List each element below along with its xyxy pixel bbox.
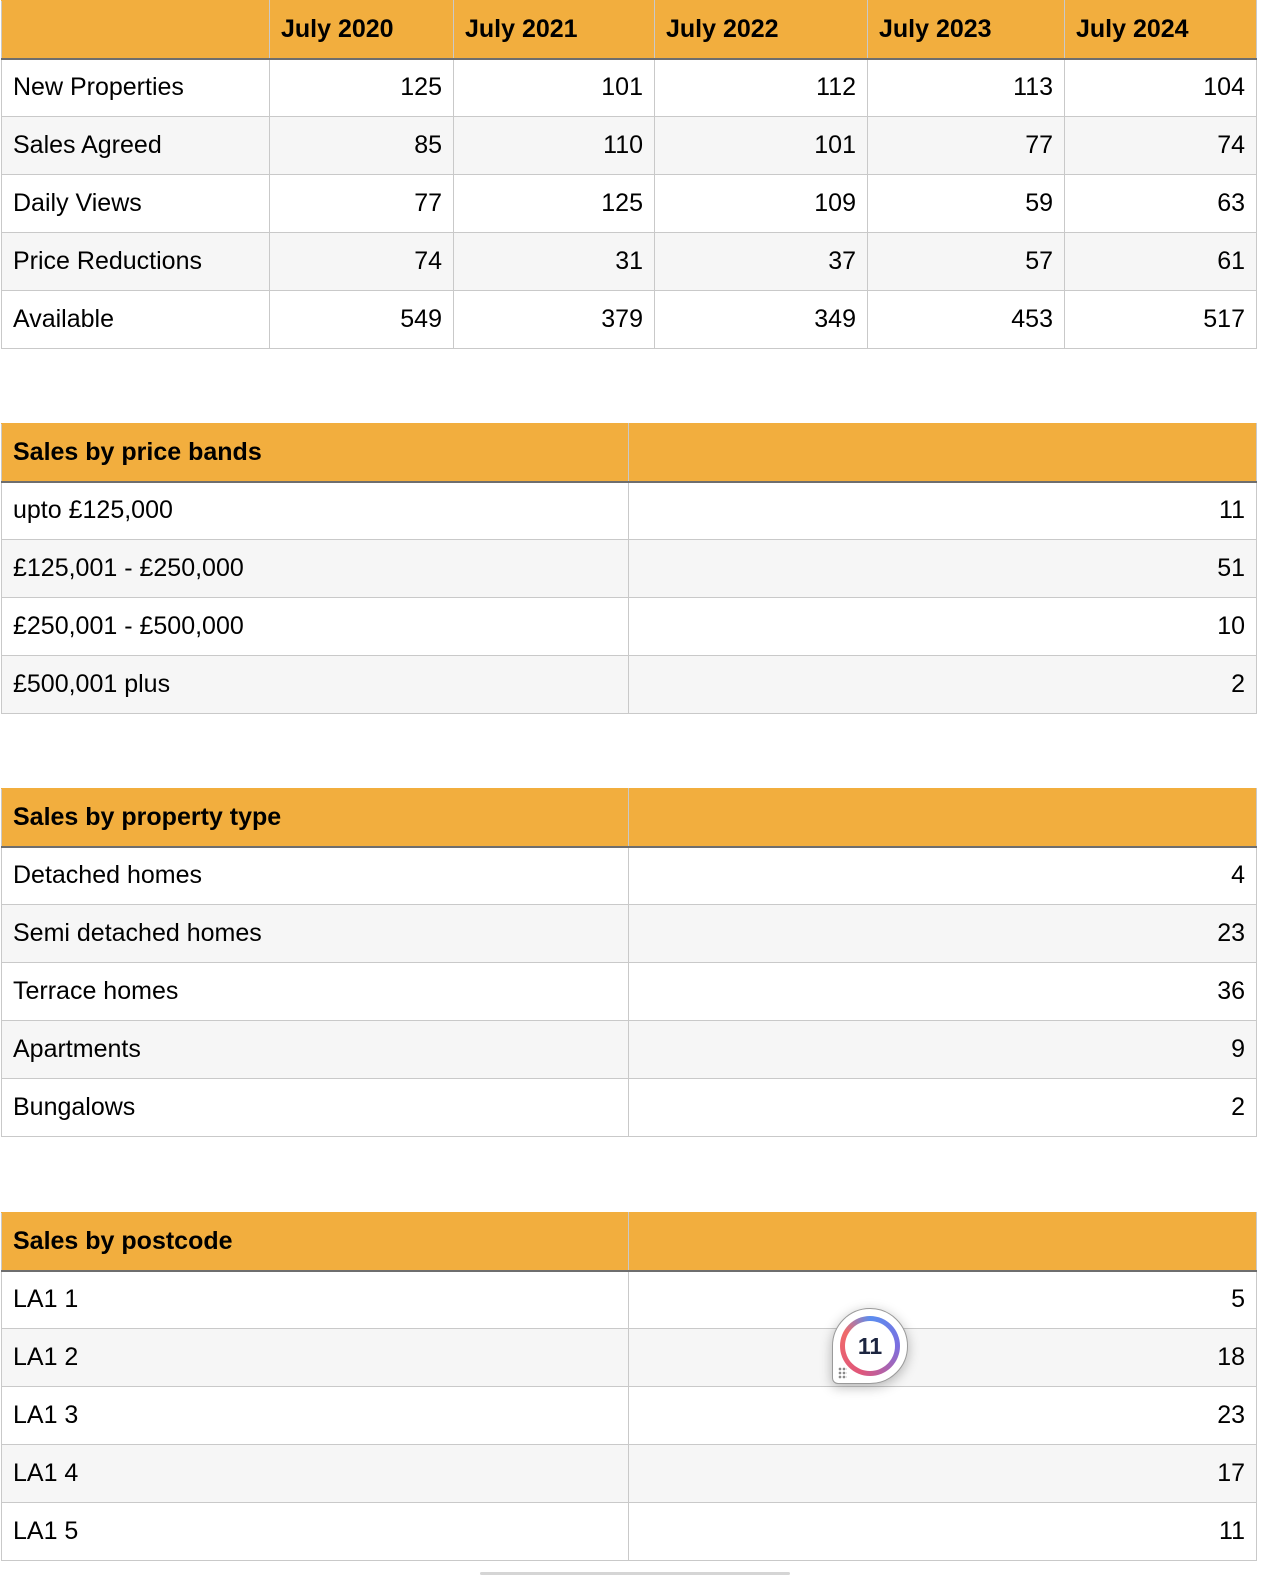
table-row [2, 117, 1257, 175]
table-row [2, 963, 1257, 1021]
header-cell-empty [629, 1213, 1257, 1271]
price-bands-table [1, 423, 1257, 714]
cell-value: 36 [629, 963, 1257, 1021]
table-row [2, 847, 1257, 905]
cell-value: 125 [270, 59, 454, 117]
table-title: Sales by postcode [2, 1213, 629, 1271]
row-label: LA1 4 [2, 1445, 629, 1503]
table-title: Sales by property type [2, 789, 629, 847]
header-cell-empty [629, 424, 1257, 482]
postcode-table [1, 1212, 1257, 1561]
cell-value: 11 [629, 482, 1257, 540]
table-header-row [2, 1213, 1257, 1271]
cell-value: 74 [270, 233, 454, 291]
cell-value: 59 [868, 175, 1065, 233]
table-row [2, 291, 1257, 349]
cell-value: 10 [629, 598, 1257, 656]
row-label: upto £125,000 [2, 482, 629, 540]
cell-value: 74 [1065, 117, 1257, 175]
row-label: Available [2, 291, 270, 349]
row-label: Detached homes [2, 847, 629, 905]
header-cell-july-2021: July 2021 [454, 1, 655, 59]
cell-value: 101 [655, 117, 868, 175]
row-label: LA1 3 [2, 1387, 629, 1445]
table-header-row [2, 424, 1257, 482]
table-row [2, 233, 1257, 291]
row-label: Bungalows [2, 1079, 629, 1137]
cell-value: 57 [868, 233, 1065, 291]
cell-value: 31 [454, 233, 655, 291]
table-header-row [2, 1, 1257, 59]
row-label: £125,001 - £250,000 [2, 540, 629, 598]
cell-value: 104 [1065, 59, 1257, 117]
row-label: £250,001 - £500,000 [2, 598, 629, 656]
table-header-row [2, 789, 1257, 847]
cell-value: 9 [629, 1021, 1257, 1079]
table-row [2, 905, 1257, 963]
cell-value: 61 [1065, 233, 1257, 291]
row-label: Sales Agreed [2, 117, 270, 175]
cell-value: 77 [868, 117, 1065, 175]
cell-value: 85 [270, 117, 454, 175]
table-row [2, 1445, 1257, 1503]
header-cell-july-2020: July 2020 [270, 1, 454, 59]
row-label: Apartments [2, 1021, 629, 1079]
cell-value: 109 [655, 175, 868, 233]
cell-value: 5 [629, 1271, 1257, 1329]
cell-value: 11 [629, 1503, 1257, 1561]
header-cell-empty [2, 1, 270, 59]
row-label: LA1 1 [2, 1271, 629, 1329]
table-title: Sales by price bands [2, 424, 629, 482]
table-row [2, 482, 1257, 540]
table-row [2, 1271, 1257, 1329]
table-row [2, 1079, 1257, 1137]
badge-count: 11 [845, 1321, 895, 1371]
cell-value: 349 [655, 291, 868, 349]
cell-value: 101 [454, 59, 655, 117]
header-cell-empty [629, 789, 1257, 847]
cell-value: 517 [1065, 291, 1257, 349]
floating-counter-badge[interactable] [832, 1308, 908, 1384]
cell-value: 17 [629, 1445, 1257, 1503]
table-row [2, 175, 1257, 233]
cell-value: 77 [270, 175, 454, 233]
header-cell-july-2023: July 2023 [868, 1, 1065, 59]
table-row [2, 1387, 1257, 1445]
cell-value: 18 [629, 1329, 1257, 1387]
cell-value: 2 [629, 1079, 1257, 1137]
cell-value: 113 [868, 59, 1065, 117]
cell-value: 379 [454, 291, 655, 349]
table-row [2, 540, 1257, 598]
row-label: Semi detached homes [2, 905, 629, 963]
table-row [2, 598, 1257, 656]
row-label: Terrace homes [2, 963, 629, 1021]
yearly-stats-table [1, 0, 1257, 349]
table-row [2, 1021, 1257, 1079]
cell-value: 37 [655, 233, 868, 291]
table-row [2, 1329, 1257, 1387]
row-label: Price Reductions [2, 233, 270, 291]
cell-value: 112 [655, 59, 868, 117]
cell-value: 23 [629, 905, 1257, 963]
scroll-indicator[interactable] [480, 1572, 790, 1575]
table-row [2, 59, 1257, 117]
property-type-table [1, 788, 1257, 1137]
header-cell-july-2024: July 2024 [1065, 1, 1257, 59]
header-cell-july-2022: July 2022 [655, 1, 868, 59]
row-label: New Properties [2, 59, 270, 117]
cell-value: 2 [629, 656, 1257, 714]
cell-value: 453 [868, 291, 1065, 349]
row-label: LA1 2 [2, 1329, 629, 1387]
cell-value: 51 [629, 540, 1257, 598]
cell-value: 4 [629, 847, 1257, 905]
cell-value: 549 [270, 291, 454, 349]
progress-ring-icon [840, 1316, 900, 1376]
cell-value: 23 [629, 1387, 1257, 1445]
row-label: £500,001 plus [2, 656, 629, 714]
cell-value: 110 [454, 117, 655, 175]
table-row [2, 656, 1257, 714]
drag-handle-icon[interactable] [838, 1367, 847, 1379]
row-label: LA1 5 [2, 1503, 629, 1561]
table-row [2, 1503, 1257, 1561]
row-label: Daily Views [2, 175, 270, 233]
cell-value: 125 [454, 175, 655, 233]
cell-value: 63 [1065, 175, 1257, 233]
